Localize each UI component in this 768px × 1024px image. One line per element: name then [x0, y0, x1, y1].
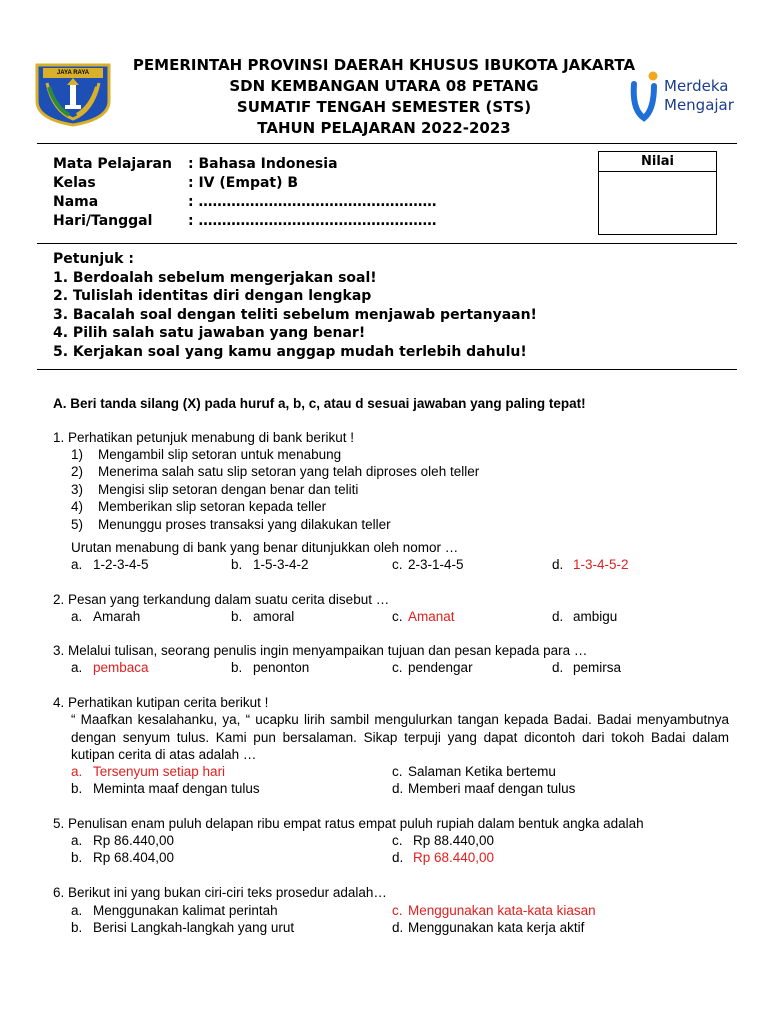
info-divider — [37, 243, 737, 244]
q3-option-b-letter[interactable]: b. — [231, 660, 243, 675]
q6-option-c-letter[interactable]: c. — [392, 903, 403, 918]
q6-option-b-letter[interactable]: b. — [71, 920, 83, 935]
q5-option-b-letter[interactable]: b. — [71, 850, 83, 865]
q6-option-a-letter[interactable]: a. — [71, 903, 83, 918]
info-value-subject: : Bahasa Indonesia — [188, 156, 338, 172]
header-line-3: SUMATIF TENGAH SEMESTER (STS) — [236, 98, 532, 116]
instructions-title: Petunjuk : — [53, 251, 134, 267]
q1-step-text: Mengambil slip setoran untuk menabung — [98, 447, 342, 462]
q1-option-d-answer[interactable]: 1-3-4-5-2 — [573, 557, 629, 572]
q3-option-c-letter[interactable]: c. — [392, 660, 403, 675]
q4-option-c[interactable]: Salaman Ketika bertemu — [408, 764, 556, 779]
q4-passage: “ Maafkan kesalahanku, ya, “ ucapku lirih sambil mengulurkan tangan kepada Badai. Badai menyambutnya dengan senyum tulus. Kami pun bersalaman. Sikap terpuji yang dapat dicontoh dari tokoh Badai dalam kutipan cerita di atas adalah … — [71, 712, 729, 762]
instruction-item: 3. Bacalah soal dengan teliti sebelum menjawab pertanyaan! — [53, 307, 537, 323]
q1-step-number: 1) — [71, 447, 84, 462]
header-line-2: SDN KEMBANGAN UTARA 08 PETANG — [229, 77, 539, 95]
q5-option-a[interactable]: Rp 86.440,00 — [93, 833, 175, 848]
q4-option-c-letter[interactable]: c. — [392, 764, 403, 779]
q6-option-b[interactable]: Berisi Langkah-langkah yang urut — [93, 920, 295, 935]
q1-option-b[interactable]: 1-5-3-4-2 — [253, 557, 309, 572]
q2-option-b[interactable]: amoral — [253, 609, 295, 624]
info-value-date: : …………………………………………… — [188, 213, 437, 229]
q1-question: Urutan menabung di bank yang benar ditunjukkan oleh nomor … — [71, 540, 459, 555]
q3-option-a-answer[interactable]: pembaca — [93, 660, 149, 675]
q4-option-a-letter[interactable]: a. — [71, 764, 83, 779]
q5-option-d-answer[interactable]: Rp 68.440,00 — [413, 850, 495, 865]
q6-option-c-answer[interactable]: Menggunakan kata-kata kiasan — [408, 903, 596, 918]
q3-option-b[interactable]: penonton — [253, 660, 310, 675]
q5-option-c[interactable]: Rp 88.440,00 — [413, 833, 495, 848]
q3-option-c[interactable]: pendengar — [408, 660, 473, 675]
question-5-stem: 5. Penulisan enam puluh delapan ribu empat ratus empat puluh rupiah dalam bentuk angka adalah — [53, 816, 644, 831]
info-label-name: Nama — [53, 194, 99, 210]
header-divider — [37, 143, 737, 144]
q1-option-b-letter[interactable]: b. — [231, 557, 243, 572]
info-value-class: : IV (Empat) B — [188, 175, 299, 191]
q6-option-a[interactable]: Menggunakan kalimat perintah — [93, 903, 278, 918]
q1-option-c[interactable]: 2-3-1-4-5 — [408, 557, 464, 572]
question-3-stem: 3. Melalui tulisan, seorang penulis ingin menyampaikan tujuan dan pesan kepada para … — [53, 643, 588, 658]
q3-option-a-letter[interactable]: a. — [71, 660, 83, 675]
info-label-date: Hari/Tanggal — [53, 213, 153, 229]
instructions-divider — [37, 369, 737, 370]
q4-option-b[interactable]: Meminta maaf dengan tulus — [93, 781, 260, 796]
q2-option-c-letter[interactable]: c. — [392, 609, 403, 624]
q5-option-a-letter[interactable]: a. — [71, 833, 83, 848]
q1-step-number: 5) — [71, 517, 84, 532]
q2-option-d[interactable]: ambigu — [573, 609, 618, 624]
instruction-item: 1. Berdoalah sebelum mengerjakan soal! — [53, 270, 377, 286]
q4-option-b-letter[interactable]: b. — [71, 781, 83, 796]
q2-option-c-answer[interactable]: Amanat — [408, 609, 455, 624]
question-4-stem: 4. Perhatikan kutipan cerita berikut ! — [53, 695, 269, 710]
info-label-class: Kelas — [53, 175, 96, 191]
q6-option-d-letter[interactable]: d. — [392, 920, 404, 935]
info-label-subject: Mata Pelajaran — [53, 156, 172, 172]
q4-option-a-answer[interactable]: Tersenyum setiap hari — [93, 764, 226, 779]
instruction-item: 2. Tulislah identitas diri dengan lengkap — [53, 288, 372, 304]
q1-option-c-letter[interactable]: c. — [392, 557, 403, 572]
question-1-stem: 1. Perhatikan petunjuk menabung di bank berikut ! — [53, 430, 354, 445]
score-box — [598, 151, 717, 235]
q1-step-text: Memberikan slip setoran kepada teller — [98, 499, 327, 514]
q2-option-a[interactable]: Amarah — [93, 609, 141, 624]
logo-text-mengajar: Mengajar — [664, 96, 734, 114]
score-label: Nilai — [599, 152, 716, 172]
q1-step-number: 3) — [71, 482, 84, 497]
q1-step-text: Mengisi slip setoran dengan benar dan teliti — [98, 482, 359, 497]
header-line-1: PEMERINTAH PROVINSI DAERAH KHUSUS IBUKOTA JAKARTA — [132, 56, 636, 74]
q1-option-a-letter[interactable]: a. — [71, 557, 83, 572]
q1-step-number: 4) — [71, 499, 84, 514]
q3-option-d[interactable]: pemirsa — [573, 660, 622, 675]
q2-option-a-letter[interactable]: a. — [71, 609, 83, 624]
q1-option-d-letter[interactable]: d. — [552, 557, 564, 572]
q1-step-text: Menunggu proses transaksi yang dilakukan teller — [98, 517, 391, 532]
merdeka-mengajar-logo — [630, 70, 740, 122]
q1-option-a[interactable]: 1-2-3-4-5 — [93, 557, 149, 572]
q4-option-d[interactable]: Memberi maaf dengan tulus — [408, 781, 576, 796]
q2-option-b-letter[interactable]: b. — [231, 609, 243, 624]
q1-step-text: Menerima salah satu slip setoran yang telah diproses oleh teller — [98, 464, 480, 479]
header-line-4: TAHUN PELAJARAN 2022-2023 — [257, 119, 511, 137]
section-a-heading: A. Beri tanda silang (X) pada huruf a, b, c, atau d sesuai jawaban yang paling tepat! — [53, 396, 586, 411]
crest-motto: JAYA RAYA — [56, 70, 90, 76]
logo-text-merdeka: Merdeka — [664, 77, 729, 95]
q4-option-d-letter[interactable]: d. — [392, 781, 404, 796]
instruction-item: 4. Pilih salah satu jawaban yang benar! — [53, 325, 366, 341]
info-value-name: : …………………………………………… — [188, 194, 437, 210]
instruction-item: 5. Kerjakan soal yang kamu anggap mudah terlebih dahulu! — [53, 344, 527, 360]
question-2-stem: 2. Pesan yang terkandung dalam suatu cerita disebut … — [53, 592, 390, 607]
q6-option-d[interactable]: Menggunakan kata kerja aktif — [408, 920, 585, 935]
q5-option-d-letter[interactable]: d. — [392, 850, 404, 865]
q2-option-d-letter[interactable]: d. — [552, 609, 564, 624]
q3-option-d-letter[interactable]: d. — [552, 660, 564, 675]
q5-option-c-letter[interactable]: c. — [392, 833, 403, 848]
q5-option-b[interactable]: Rp 68.404,00 — [93, 850, 175, 865]
q1-step-number: 2) — [71, 464, 84, 479]
question-6-stem: 6. Berikut ini yang bukan ciri-ciri teks prosedur adalah… — [53, 885, 387, 900]
